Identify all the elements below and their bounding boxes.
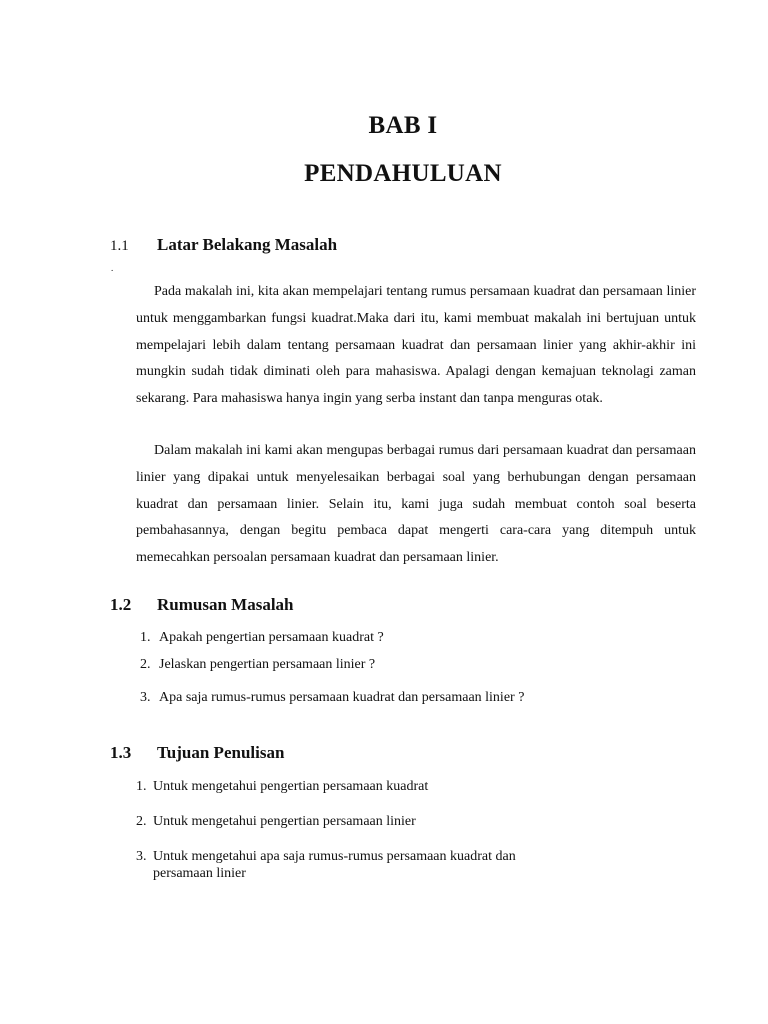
list-item-continuation: persamaan linier (153, 866, 246, 881)
chapter-number: BAB I (368, 112, 438, 139)
paragraph-1: Pada makalah ini, kita akan mempelajari tentang rumus persamaan kuadrat dan persamaan linier untuk menggambarkan fungsi kuadrat.Maka dari itu, kami membuat makalah ini bertujuan untuk mempelajari lebih dalam tentang persamaan kuadrat dan persamaan linier yang akhir-akhir ini mungkin sudah tidak diminati oleh para mahasiswa. Apalagi dengan kemajuan teknolagi zaman sekarang. Para mahasiswa hanya ingin yang serba instant dan tanpa menguras otak. (136, 284, 696, 407)
list-item: 3. Apa saja rumus-rumus persamaan kuadrat dan persamaan linier ? (140, 690, 525, 705)
section-title: Rumusan Masalah (157, 595, 294, 614)
section-number: 1.2 (110, 595, 132, 614)
chapter-title: PENDAHULUAN (304, 160, 502, 187)
paragraph-2: Dalam makalah ini kami akan mengupas berbagai rumus dari persamaan kuadrat dan persamaan linier yang dipakai untuk menyelesaikan berbagai soal yang berhubungan dengan persamaan kuadrat dan persamaan linier. Selain itu, kami juga sudah membuat contoh soal beserta pembahasannya, dengan begitu pembaca dapat mengerti cara-cara yang ditempuh untuk memecahkan persoalan persamaan kuadrat dan persamaan linier. (136, 443, 696, 566)
list-item: 3. Untuk mengetahui apa saja rumus-rumus persamaan kuadrat dan persamaan linier (136, 849, 516, 881)
list-item: 2. Jelaskan pengertian persamaan linier ? (140, 657, 376, 672)
section-number: 1.1 (110, 238, 129, 254)
list-item: 2. Untuk mengetahui pengertian persamaan linier (136, 814, 416, 829)
section-title: Latar Belakang Masalah (157, 235, 338, 254)
section-number: 1.3 (110, 743, 132, 762)
section-title: Tujuan Penulisan (157, 743, 285, 762)
section-heading-rumusan-masalah (110, 595, 294, 615)
section-heading-latar-belakang (110, 235, 337, 255)
list-item: 1. Apakah pengertian persamaan kuadrat ? (140, 630, 384, 645)
section-heading-tujuan-penulisan (110, 743, 284, 763)
stray-marker: . (111, 263, 114, 273)
list-item: 1. Untuk mengetahui pengertian persamaan kuadrat (136, 779, 429, 794)
